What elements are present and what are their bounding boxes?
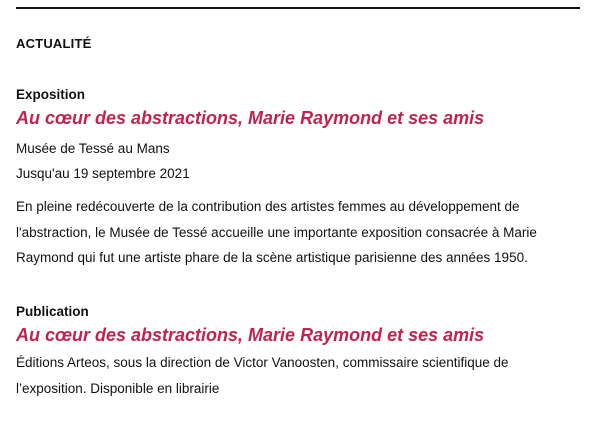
item-category: Publication (16, 304, 89, 319)
top-divider (16, 7, 580, 9)
news-item-publication (16, 303, 576, 401)
item-category: Exposition (16, 87, 86, 102)
item-description: Éditions Arteos, sous la direction de Victor Vanoosten, commissaire scientifique de l’exposition. Disponible en librairie (16, 355, 509, 396)
item-meta (16, 136, 576, 186)
news-item-exhibition (16, 86, 576, 271)
item-description: En pleine redécouverte de la contribution des artistes femmes au développement de l'abstraction, le Musée de Tessé accueille une importante exposition consacrée à Marie Raymond qui fut une artiste phare de la scène artistique parisienne des années 1950. (16, 199, 537, 265)
item-title-link[interactable]: Au cœur des abstractions, Marie Raymond et ses amis (16, 325, 485, 345)
item-dates: Jusqu'au 19 septembre 2021 (16, 166, 190, 181)
item-venue: Musée de Tessé au Mans (16, 141, 170, 156)
item-title-link[interactable]: Au cœur des abstractions, Marie Raymond et ses amis (16, 108, 485, 128)
section-heading: ACTUALITÉ (16, 36, 92, 51)
